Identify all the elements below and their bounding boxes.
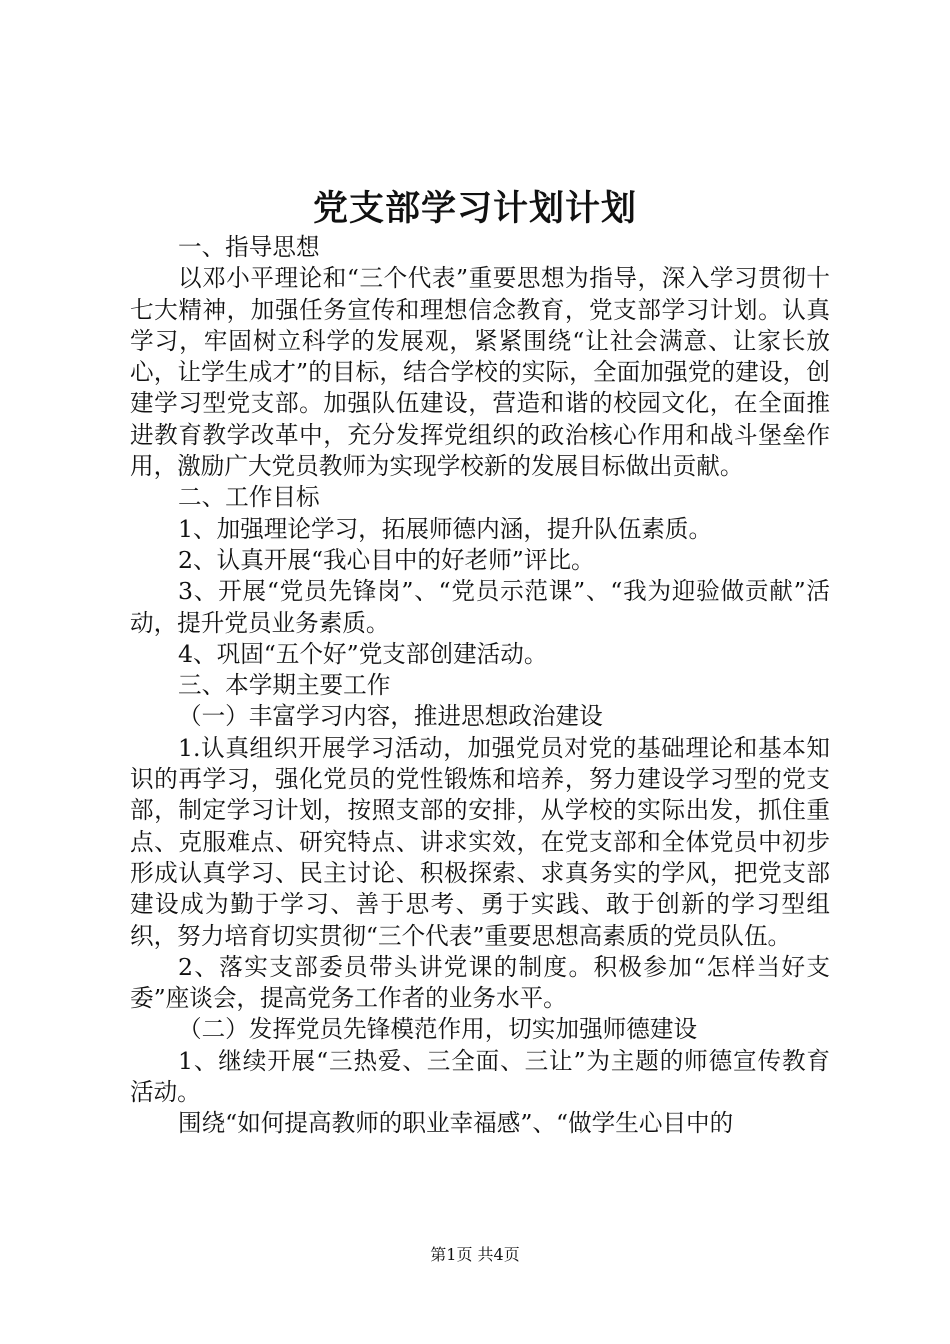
page-footer: 第1页 共4页 — [430, 1245, 520, 1264]
goal-item-2: 2、认真开展“我心目中的好老师”评比。 — [178, 545, 595, 574]
paragraph-guiding-ideology: 以邓小平理论和“三个代表”重要思想为指导，深入学习贯彻十七大精神，加强任务宣传和理想信念教育，党支部学习计划。认真学习，牢固树立科学的发展观，紧紧围绕“让社会满意、让家长放心，让学生成才”的目标，结合学校的实际，全面加强党的建设，创建学习型党支部。加强队伍建设，营造和谐的校园文化，在全面推进教育教学改革中，充分发挥党组织的政治核心作用和战斗堡垒作用，激励广大党员教师为实现学校新的发展目标做出贡献。 — [130, 264, 830, 481]
subsection-heading-2: （二）发挥党员先锋模范作用，切实加强师德建设 — [178, 1015, 698, 1044]
work-item-1-1: 1.认真组织开展学习活动，加强党员对党的基础理论和基本知识的再学习，强化党员的党性锻炼和培养，努力建设学习型的党支部，制定学习计划，按照支部的安排，从学校的实际出发，抓住重点、克服难点、研究特点、讲求实效，在党支部和全体党员中初步形成认真学习、民主讨论、积极探索、求真务实的学风，把党支部建设成为勤于学习、善于思考、勇于实践、敢于创新的学习型组织，努力培育切实贯彻“三个代表”重要思想高素质的党员队伍。 — [130, 733, 830, 950]
document-body — [130, 232, 830, 1140]
goal-item-3: 3、开展“党员先锋岗”、“党员示范课”、“我为迎验做贡献”活动，提升党员业务素质。 — [130, 577, 830, 637]
subsection-heading-1: （一）丰富学习内容，推进思想政治建设 — [178, 702, 603, 731]
document-title: 党支部学习计划计划 — [312, 188, 637, 229]
work-item-2-1: 1、继续开展“三热爱、三全面、三让”为主题的师德宣传教育活动。 — [130, 1046, 830, 1107]
section-heading-main-work: 三、本学期主要工作 — [178, 671, 391, 700]
work-item-1-2: 2、落实支部委员带头讲党课的制度。积极参加“怎样当好支委”座谈会，提高党务工作者的业务水平。 — [130, 952, 830, 1013]
goal-item-4: 4、巩固“五个好”党支部创建活动。 — [178, 639, 548, 668]
goal-item-1: 1、加强理论学习，拓展师德内涵，提升队伍素质。 — [178, 514, 713, 543]
section-heading-guiding-ideology: 一、指导思想 — [178, 233, 320, 261]
work-item-2-2: 围绕“如何提高教师的职业幸福感”、“做学生心目中的 — [178, 1109, 734, 1138]
section-heading-work-goals: 二、工作目标 — [178, 483, 320, 512]
